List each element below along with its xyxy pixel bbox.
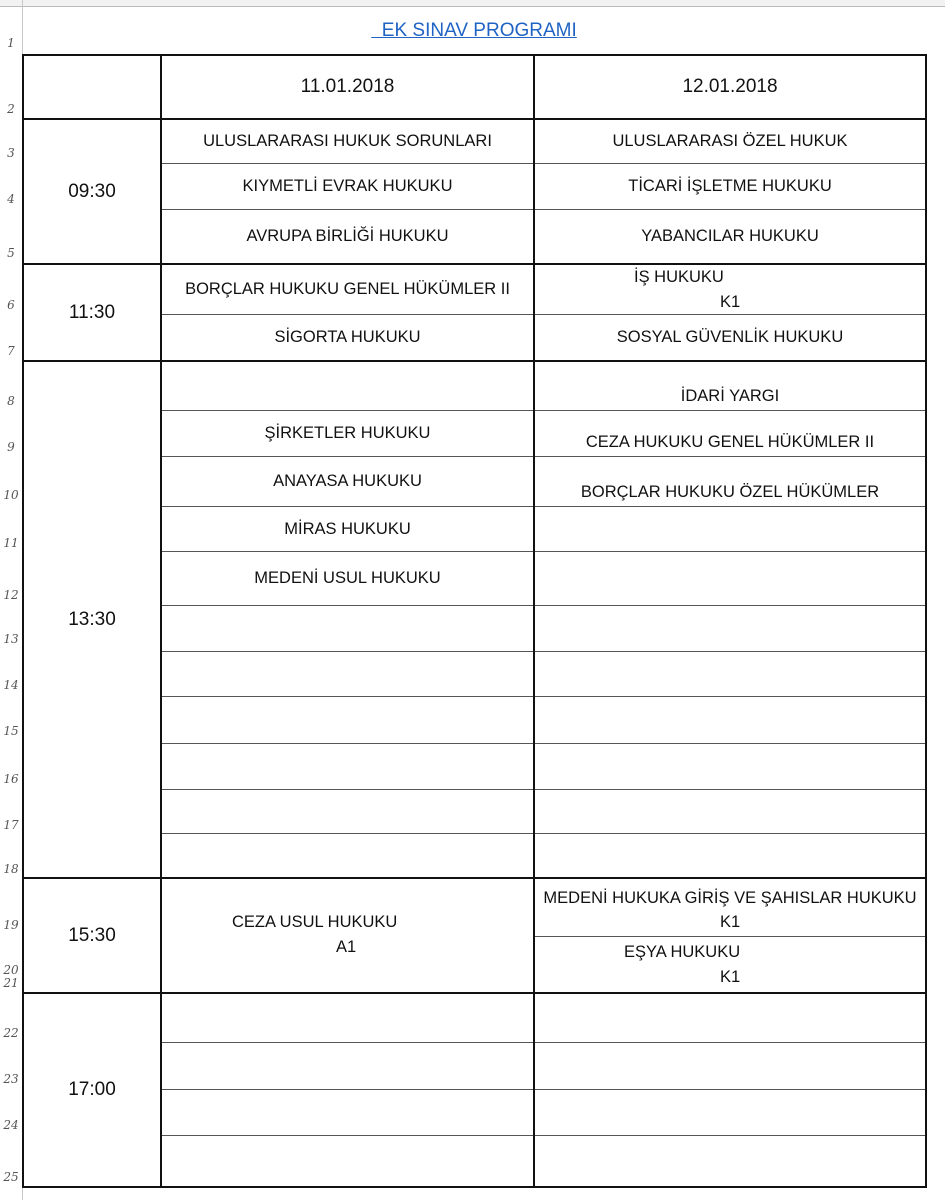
grid-line [925,54,927,1187]
row-number[interactable]: 21 [3,976,19,990]
sheet-title[interactable]: EK SINAV PROGRAMI [371,20,577,41]
exam-room[interactable]: A1 [336,938,357,956]
grid-line [22,1186,927,1188]
row-number[interactable]: 7 [7,344,15,358]
time-slot-1330[interactable]: 13:30 [68,608,116,630]
exam-cell[interactable]: ULUSLARARASI HUKUK SORUNLARI [203,132,492,150]
grid-line [161,651,926,652]
row-number[interactable]: 11 [3,536,19,550]
row-number[interactable]: 8 [7,394,15,408]
grid-line [161,605,926,606]
exam-cell[interactable]: ULUSLARARASI ÖZEL HUKUK [612,132,848,150]
spreadsheet-column-header-strip [0,0,945,7]
time-slot-0930[interactable]: 09:30 [68,180,116,202]
exam-name[interactable]: MEDENİ HUKUKA GİRİŞ VE ŞAHISLAR HUKUKU [543,889,917,907]
row-number[interactable]: 4 [7,192,15,206]
exam-cell[interactable]: AVRUPA BİRLİĞİ HUKUKU [246,227,449,245]
date-header-2[interactable]: 12.01.2018 [682,76,778,97]
exam-name[interactable]: EŞYA HUKUKU [624,943,741,961]
grid-line [161,1135,926,1136]
row-number[interactable]: 12 [3,588,19,602]
exam-cell[interactable]: KIYMETLİ EVRAK HUKUKU [242,177,453,195]
exam-cell[interactable]: MEDENİ USUL HUKUKU [254,569,441,587]
exam-cell[interactable]: SOSYAL GÜVENLİK HUKUKU [616,328,844,346]
exam-cell[interactable]: BORÇLAR HUKUKU ÖZEL HÜKÜMLER [580,483,880,501]
row-number[interactable]: 2 [7,102,15,116]
row-number[interactable]: 16 [3,772,19,786]
exam-room[interactable]: K1 [720,293,741,311]
exam-cell[interactable]: SİGORTA HUKUKU [274,328,421,346]
exam-cell[interactable]: İDARİ YARGI [680,387,780,405]
exam-cell[interactable]: CEZA HUKUKU GENEL HÜKÜMLER II [585,433,875,451]
row-number[interactable]: 25 [3,1170,19,1184]
exam-cell[interactable]: TİCARİ İŞLETME HUKUKU [628,177,832,195]
row-number[interactable]: 14 [3,678,19,692]
row-number[interactable]: 13 [3,632,19,646]
row-number[interactable]: 10 [3,488,19,502]
exam-name[interactable]: İŞ HUKUKU [634,268,724,286]
exam-name[interactable]: CEZA USUL HUKUKU [232,913,398,931]
grid-line [161,696,926,697]
exam-cell[interactable]: BORÇLAR HUKUKU GENEL HÜKÜMLER II [185,280,510,298]
grid-line [161,1042,926,1043]
grid-line [161,789,926,790]
exam-room[interactable]: K1 [720,968,741,986]
row-number[interactable]: 15 [3,724,19,738]
row-number[interactable]: 5 [7,246,15,260]
date-header-1[interactable]: 11.01.2018 [300,76,395,97]
grid-line [161,833,926,834]
row-number[interactable]: 18 [3,862,19,876]
row-number[interactable]: 9 [7,440,15,454]
exam-cell[interactable]: ŞİRKETLER HUKUKU [264,424,431,442]
grid-line [161,743,926,744]
exam-cell[interactable]: MİRAS HUKUKU [284,519,411,538]
time-slot-1130[interactable]: 11:30 [68,301,116,323]
exam-cell[interactable]: YABANCILAR HUKUKU [641,227,819,245]
row-number[interactable]: 3 [7,146,15,160]
row-number[interactable]: 20 [3,963,19,977]
time-slot-1530[interactable]: 15:30 [68,924,116,946]
exam-room[interactable]: K1 [720,913,741,931]
row-number[interactable]: 22 [3,1026,19,1040]
row-number[interactable]: 1 [7,36,15,50]
grid-line [161,1089,926,1090]
row-number[interactable]: 23 [3,1072,19,1086]
row-number[interactable]: 24 [3,1118,19,1132]
time-slot-1700[interactable]: 17:00 [68,1079,116,1100]
grid-line [535,936,926,937]
row-number[interactable]: 19 [3,918,19,932]
exam-cell[interactable]: ANAYASA HUKUKU [273,472,422,490]
row-number[interactable]: 6 [7,298,15,312]
row-number[interactable]: 17 [3,818,19,832]
